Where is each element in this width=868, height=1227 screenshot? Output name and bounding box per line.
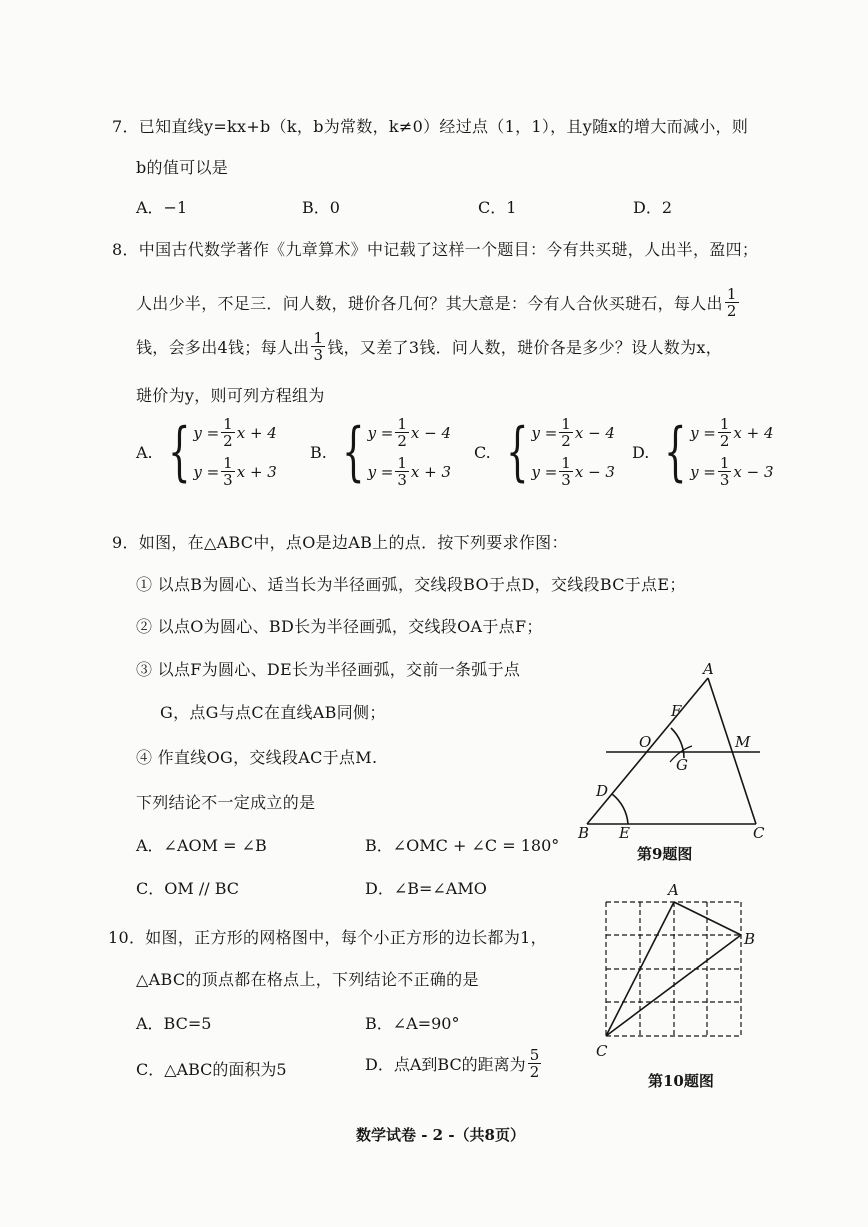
brace-icon: { [342, 415, 365, 489]
fraction-numerator: 1 [397, 454, 407, 472]
q8-option-c [474, 416, 615, 488]
fraction-denominator: 2 [223, 432, 233, 450]
grid-lines [606, 902, 741, 1036]
equation-system [193, 416, 276, 488]
q8-line3 [136, 330, 722, 363]
fraction-numerator: 1 [561, 415, 571, 433]
eq-rhs: x − 4 [410, 423, 452, 442]
side-ac [708, 678, 756, 824]
equation-system [368, 416, 451, 488]
fraction-denominator: 3 [397, 471, 407, 489]
q7-option-a: A．−1 [136, 198, 188, 217]
eq-rhs: x + 4 [236, 423, 277, 442]
fraction-numerator: 1 [397, 415, 407, 433]
fraction-numerator: 1 [561, 454, 571, 472]
eq-lhs: y = [531, 423, 558, 442]
q7-option-b: B．0 [302, 198, 340, 217]
option-d-text: D．点A到BC的距离为 [365, 1055, 526, 1074]
page-footer: 数学试卷 - 2 -（共8页） [356, 1126, 525, 1144]
fig9-label-f: F [671, 702, 682, 720]
equation-2 [690, 455, 773, 488]
fraction-numerator: 1 [223, 415, 233, 433]
half-fraction [725, 286, 739, 319]
eq-lhs: y = [690, 462, 716, 481]
eq-rhs: x + 3 [410, 462, 452, 481]
equation-2 [531, 455, 614, 488]
brace-icon: { [167, 415, 191, 489]
eq-lhs: y = [367, 462, 394, 481]
fraction-numerator: 1 [719, 454, 730, 472]
third-fraction [311, 330, 325, 363]
q7-line1: 7．已知直线y=kx+b（k，b为常数，k≠0）经过点（1，1），且y随x的增大而减小，则 [112, 117, 749, 136]
fig9-label-m: M [735, 733, 751, 751]
fraction-denominator: 2 [726, 302, 737, 320]
eq-lhs: y = [367, 423, 394, 442]
q8-option-a [136, 416, 277, 488]
equation-1 [690, 416, 773, 449]
q9-step3: ③ 以点F为圆心、DE长为半径画弧，交前一条弧于点 [136, 660, 521, 679]
fraction-numerator: 1 [223, 454, 233, 472]
equation-2 [193, 455, 276, 488]
distance-fraction [528, 1047, 542, 1080]
eq-rhs: x − 4 [574, 423, 615, 442]
q9-option-a: A．∠AOM = ∠B [136, 836, 267, 855]
q8-line1: 8．中国古代数学著作《九章算术》中记载了这样一个题目：今有共买琎，人出半，盈四； [112, 240, 759, 259]
fig9-label-d: D [596, 782, 609, 800]
q10-option-a: A．BC=5 [136, 1014, 212, 1033]
q10-option-d [365, 1047, 543, 1080]
q7-line2: b的值可以是 [136, 158, 229, 177]
eq-lhs: y = [193, 462, 220, 481]
q8-line3-pre: 钱，会多出4钱；每人出 [136, 338, 310, 357]
q7-option-d: D．2 [633, 198, 673, 217]
half-fraction [718, 416, 732, 449]
q8-line3-post: 钱，又差了3钱．问人数，琎价各是多少？设人数为x， [327, 338, 723, 357]
eq-rhs: x + 4 [733, 423, 774, 442]
fraction-denominator: 2 [719, 432, 730, 450]
figure-9-triangle [570, 660, 770, 845]
figure-10-caption: 第10题图 [648, 1072, 714, 1090]
eq-rhs: x − 3 [733, 462, 774, 481]
fig10-label-c: C [596, 1042, 608, 1060]
brace-icon: { [664, 415, 687, 489]
q9-step4: ④ 作直线OG，交线段AC于点M. [136, 748, 378, 767]
eq-rhs: x − 3 [574, 462, 615, 481]
fig10-label-a: A [668, 881, 679, 899]
q8-option-d [632, 416, 774, 488]
equation-2 [368, 455, 451, 488]
figure-10-grid [590, 878, 765, 1068]
third-fraction [718, 455, 732, 488]
fraction-denominator: 2 [561, 432, 571, 450]
option-label: A. [136, 442, 153, 462]
q8-line2 [136, 286, 741, 319]
half-fraction [395, 416, 409, 449]
q8-option-b [310, 416, 451, 488]
q9-option-c: C．OM // BC [136, 879, 239, 898]
fraction-numerator: 1 [313, 329, 324, 347]
eq-lhs: y = [531, 462, 558, 481]
half-fraction [559, 416, 573, 449]
fraction-numerator: 1 [726, 285, 737, 303]
equation-1 [531, 416, 614, 449]
fig9-label-a: A [703, 660, 714, 678]
q9-step2: ② 以点O为圆心、BD长为半径画弧，交线段OA于点F； [136, 617, 543, 636]
brace-icon: { [505, 415, 529, 489]
third-fraction [559, 455, 573, 488]
fraction-denominator: 2 [529, 1063, 540, 1081]
third-fraction [221, 455, 235, 488]
q8-line4: 琎价为y，则可列方程组为 [136, 386, 325, 405]
q8-line2-text: 人出少半，不足三．问人数，琎价各几何？其大意是：今有人合伙买琎石，每人出 [136, 294, 723, 313]
q9-option-d: D．∠B=∠AMO [365, 879, 487, 898]
q9-line1: 9．如图，在△ABC中，点O是边AB上的点．按下列要求作图： [112, 533, 568, 552]
fig9-label-g: G [676, 756, 688, 774]
q7-option-c: C．1 [478, 198, 517, 217]
q9-option-b: B．∠OMC + ∠C = 180° [365, 836, 560, 855]
fraction-numerator: 5 [529, 1046, 540, 1064]
fraction-denominator: 3 [313, 346, 324, 364]
fraction-denominator: 2 [397, 432, 407, 450]
fig9-label-b: B [578, 824, 590, 842]
fraction-denominator: 3 [719, 471, 730, 489]
fig9-label-e: E [619, 824, 630, 842]
q10-option-b: B．∠A=90° [365, 1014, 460, 1033]
fraction-numerator: 1 [719, 415, 730, 433]
q9-step1: ① 以点B为圆心、适当长为半径画弧，交线段BO于点D，交线段BC于点E； [136, 575, 686, 594]
equation-1 [193, 416, 276, 449]
fig10-label-b: B [744, 930, 756, 948]
figure-9-caption: 第9题图 [637, 845, 693, 863]
eq-lhs: y = [690, 423, 716, 442]
fig9-label-c: C [753, 824, 765, 842]
q10-line1: 10．如图，正方形的网格图中，每个小正方形的边长都为1， [108, 928, 547, 947]
q10-option-c: C．△ABC的面积为5 [136, 1060, 287, 1079]
option-label: C. [474, 442, 491, 462]
equation-system [690, 416, 773, 488]
arc-fg [671, 728, 684, 758]
third-fraction [395, 455, 409, 488]
fraction-denominator: 3 [561, 471, 571, 489]
q9-step3-cont: G，点G与点C在直线AB同侧； [160, 703, 386, 722]
fraction-denominator: 3 [223, 471, 233, 489]
half-fraction [221, 416, 235, 449]
q10-line2: △ABC的顶点都在格点上，下列结论不正确的是 [136, 970, 479, 989]
fig9-label-o: O [639, 733, 652, 751]
eq-rhs: x + 3 [236, 462, 277, 481]
q9-prompt: 下列结论不一定成立的是 [136, 793, 316, 812]
equation-1 [368, 416, 451, 449]
option-label: B. [310, 442, 327, 462]
eq-lhs: y = [193, 423, 220, 442]
side-ab [587, 678, 708, 824]
equation-system [531, 416, 614, 488]
option-label: D. [632, 442, 650, 462]
arc-de [612, 794, 628, 824]
